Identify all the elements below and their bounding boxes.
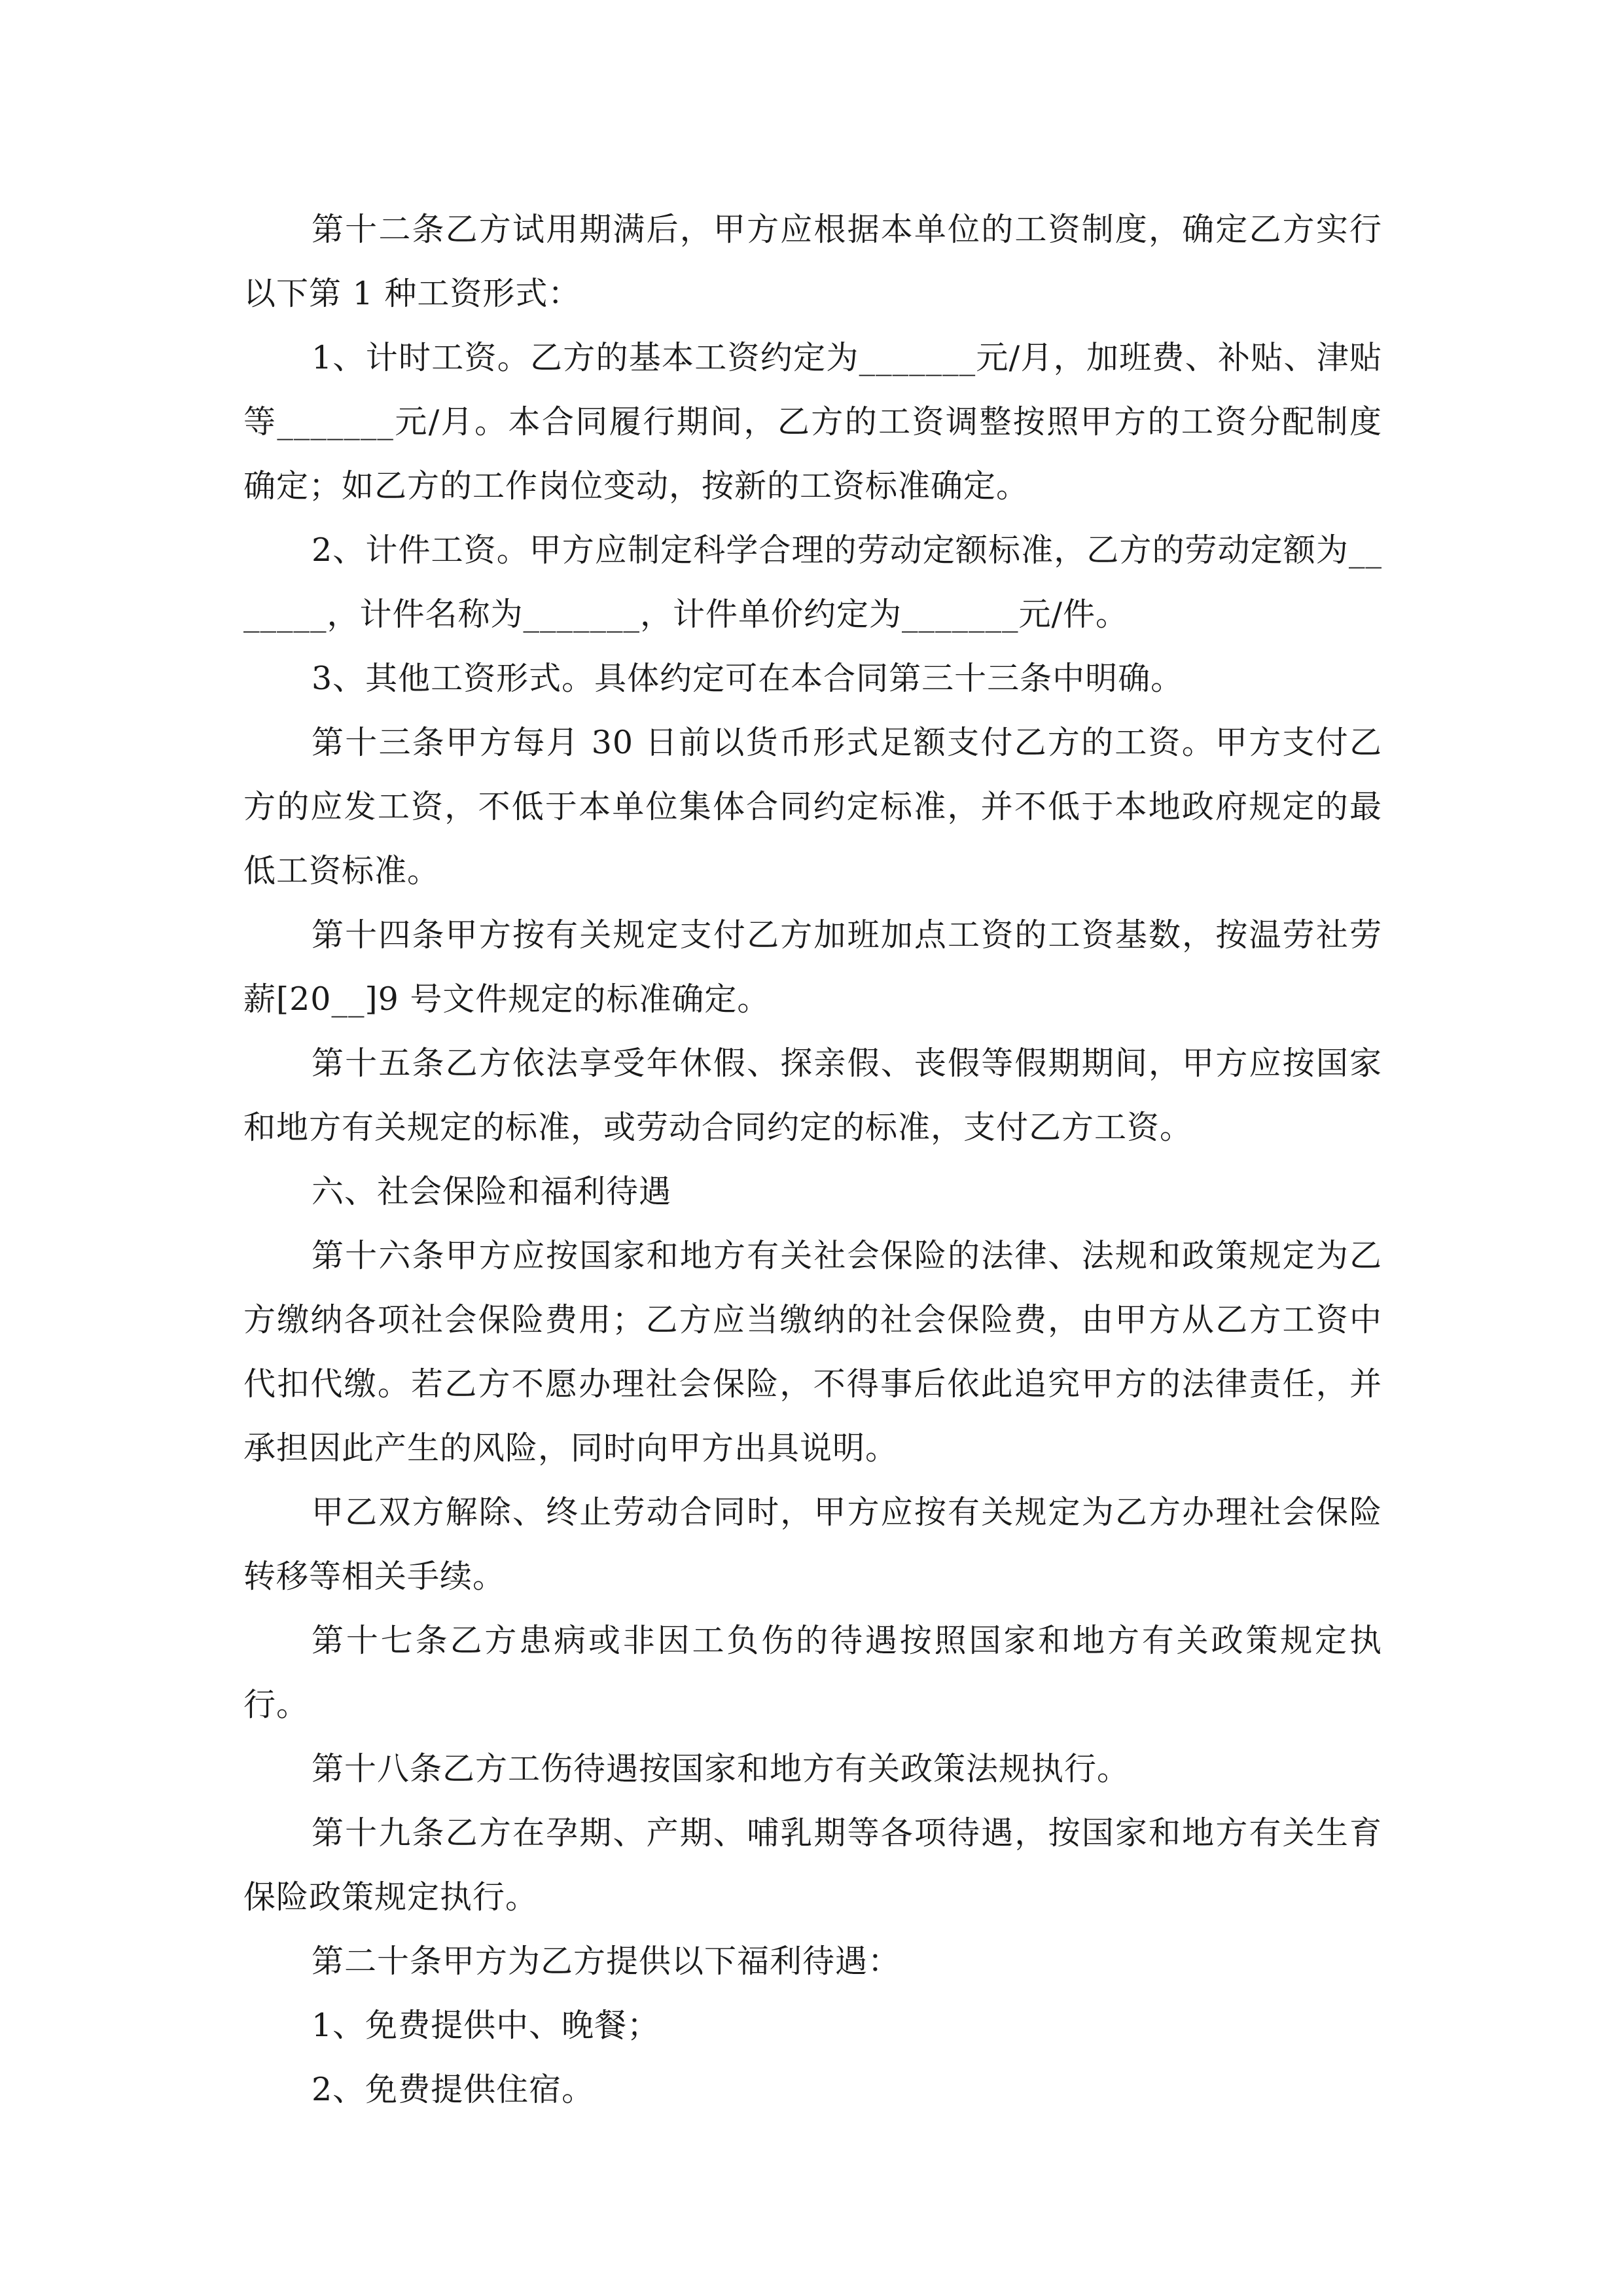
- paragraph-benefit-lodging: 2、免费提供住宿。: [312, 2071, 595, 2108]
- paragraph-article-13: 第十三条甲方每月 30 日前以货币形式足额支付乙方的工资。甲方支付乙方的应发工资，不低于本单位集体合同约定标准，并不低于本地政府规定的最低工资标准。: [243, 724, 1382, 889]
- section-heading-social-insurance: 六、社会保险和福利待遇: [312, 1173, 672, 1210]
- document-body: [243, 198, 1382, 2122]
- paragraph-time-wage: 1、计时工资。乙方的基本工资约定为_______元/月，加班费、补贴、津贴等_______元/月。本合同履行期间，乙方的工资调整按照甲方的工资分配制度确定；如乙方的工作岗位变动，按新的工资标准确定。: [243, 339, 1382, 505]
- paragraph-article-18: 第十八条乙方工伤待遇按国家和地方有关政策法规执行。: [312, 1750, 1130, 1787]
- paragraph-article-12: 第十二条乙方试用期满后，甲方应根据本单位的工资制度，确定乙方实行以下第 1 种工资形式：: [243, 211, 1382, 312]
- paragraph-article-15: 第十五条乙方依法享受年休假、探亲假、丧假等假期期间，甲方应按国家和地方有关规定的标准，或劳动合同约定的标准，支付乙方工资。: [243, 1045, 1382, 1146]
- paragraph-piece-wage: 2、计件工资。甲方应制定科学合理的劳动定额标准，乙方的劳动定额为_______，计件名称为_______，计件单价约定为_______元/件。: [243, 531, 1382, 633]
- paragraph-insurance-transfer: 甲乙双方解除、终止劳动合同时，甲方应按有关规定为乙方办理社会保险转移等相关手续。: [243, 1494, 1382, 1595]
- paragraph-article-17: 第十七条乙方患病或非因工负伤的待遇按照国家和地方有关政策规定执行。: [243, 1622, 1382, 1723]
- paragraph-benefit-meals: 1、免费提供中、晚餐；: [312, 2007, 660, 2044]
- paragraph-article-19: 第十九条乙方在孕期、产期、哺乳期等各项待遇，按国家和地方有关生育保险政策规定执行。: [243, 1814, 1382, 1916]
- paragraph-article-16: 第十六条甲方应按国家和地方有关社会保险的法律、法规和政策规定为乙方缴纳各项社会保险费用；乙方应当缴纳的社会保险费，由甲方从乙方工资中代扣代缴。若乙方不愿办理社会保险，不得事后依此追究甲方的法律责任，并承担因此产生的风险，同时向甲方出具说明。: [243, 1237, 1382, 1467]
- paragraph-other-wage: 3、其他工资形式。具体约定可在本合同第三十三条中明确。: [312, 660, 1184, 697]
- paragraph-article-14: 第十四条甲方按有关规定支付乙方加班加点工资的工资基数，按温劳社劳薪[20__]9 号文件规定的标准确定。: [243, 916, 1382, 1018]
- paragraph-article-20: 第二十条甲方为乙方提供以下福利待遇：: [312, 1943, 901, 1980]
